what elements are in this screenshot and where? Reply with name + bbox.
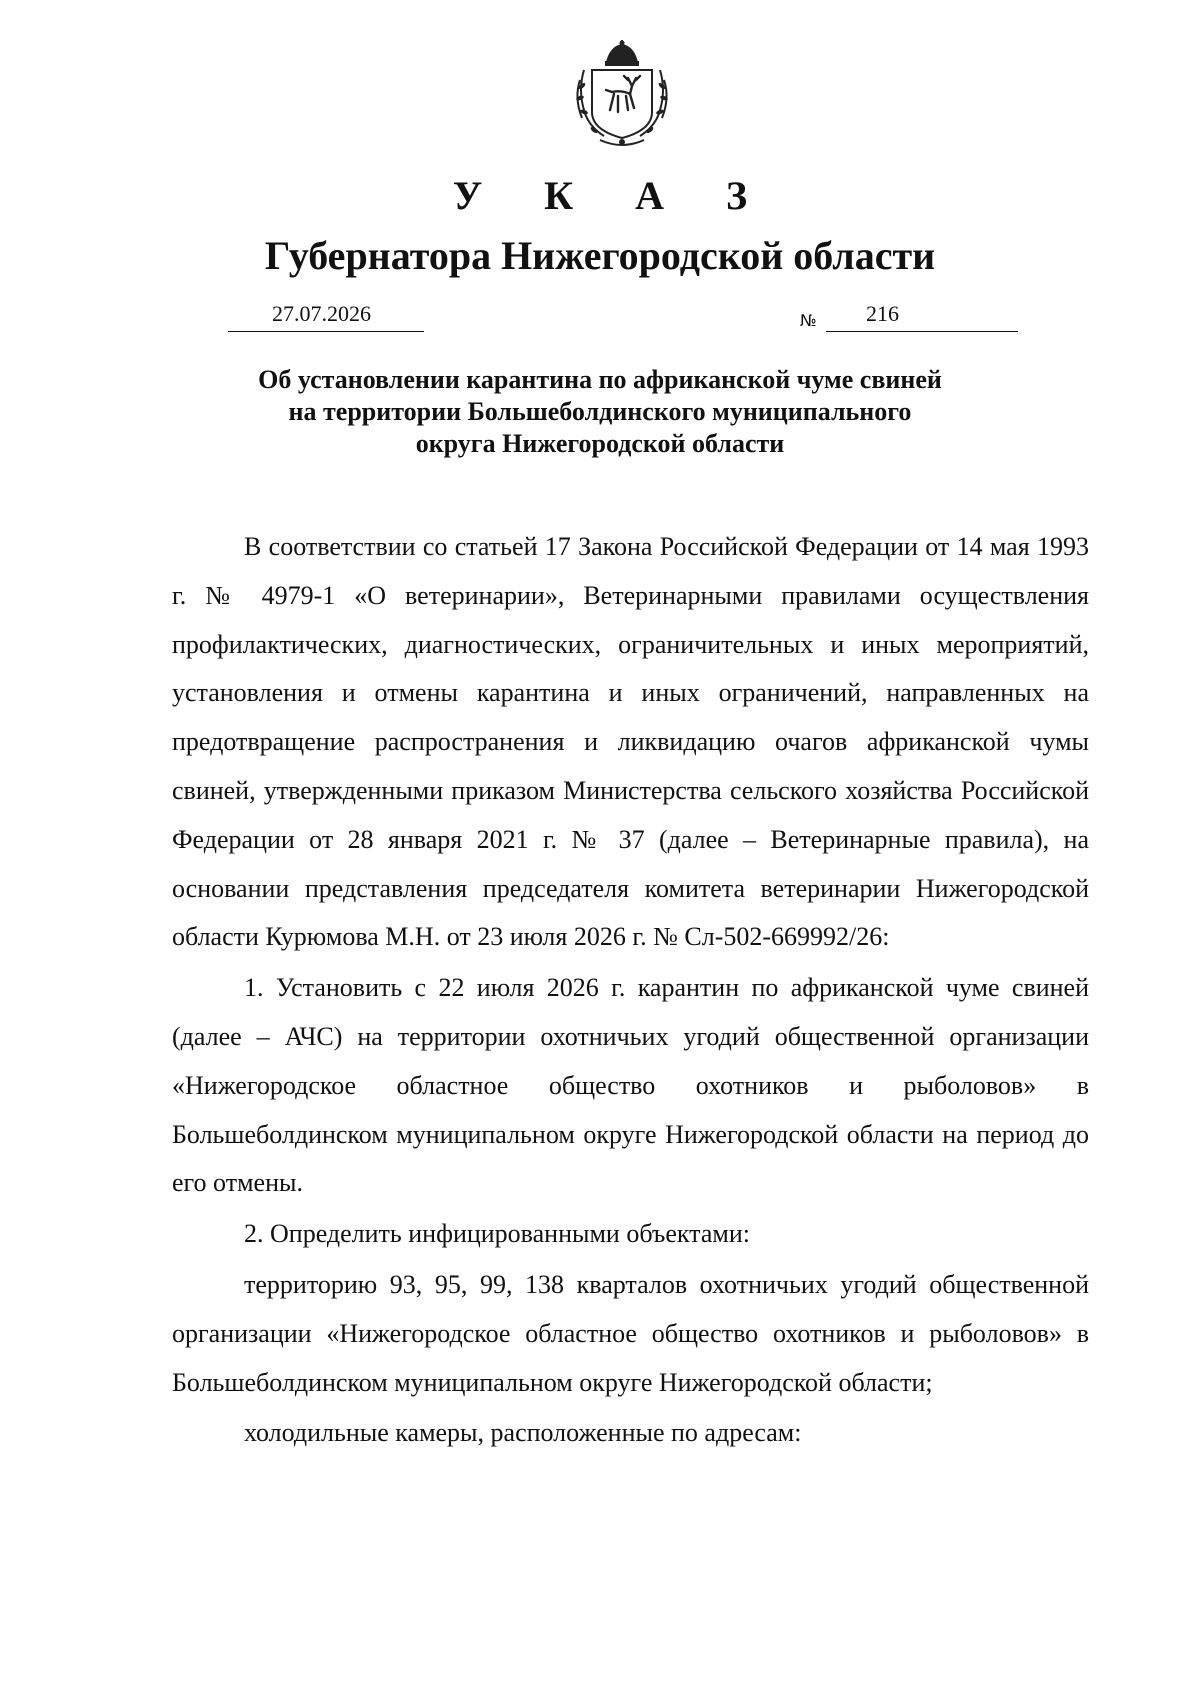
crown-icon (605, 40, 639, 66)
decree-date: 27.07.2026 (272, 301, 371, 326)
body-paragraph-cold-storage: холодильные камеры, расположенные по адресам: (244, 1418, 802, 1448)
decree-number: 216 (866, 301, 899, 326)
number-label: № (800, 311, 817, 330)
heading-line: на территории Большеболдинского муниципального (288, 397, 912, 426)
coat-of-arms-emblem (570, 40, 674, 148)
body-paragraph-item-1: 1. Установить с 22 июля 2026 г. карантин по африканской чуме свиней (далее – АЧС) на территории охотничьих угодий общественной организации «Нижегородское областное общество охотников и рыболовов» в Большеболдинском муниципальном округе Нижегородской области на период до его отмены. (172, 973, 1089, 1198)
decree-title: У К А З (452, 173, 774, 218)
number-underline (826, 305, 1018, 332)
decree-heading (0, 364, 1200, 460)
decree-body (172, 523, 1089, 1458)
deer-icon (606, 76, 640, 112)
body-paragraph-territory: территорию 93, 95, 99, 138 кварталов охотничьих угодий общественной организации «Нижегородское областное общество охотников и рыболовов» в Большеболдинском муниципальном округе Нижегородской области; (172, 1269, 1089, 1397)
body-paragraph-preamble: В соответствии со статьей 17 Закона Российской Федерации от 14 мая 1993 г. № 4979-1 «О ветеринарии», Ветеринарными правилами осуществления профилактических, диагностических, ограничительных и иных мероприятий, установления и отмены карантина и иных ограничений, направленных на предотвращение распространения и ликвидацию очагов африканской чумы свиней, утвержденными приказом Министерства сельского хозяйства Российской Федерации от 28 января 2021 г. № 37 (далее – Ветеринарные правила), на основании представления председателя комитета ветеринарии Нижегородской области Курюмова М.Н. от 23 июля 2026 г. № Сл-502-669992/26: (172, 532, 1089, 952)
heading-line: Об установлении карантина по африканской чуме свиней (258, 365, 942, 394)
heading-line: округа Нижегородской области (415, 429, 785, 458)
decree-issuer: Губернатора Нижегородской области (264, 233, 936, 278)
body-paragraph-item-2: 2. Определить инфицированными объектами: (244, 1219, 750, 1249)
